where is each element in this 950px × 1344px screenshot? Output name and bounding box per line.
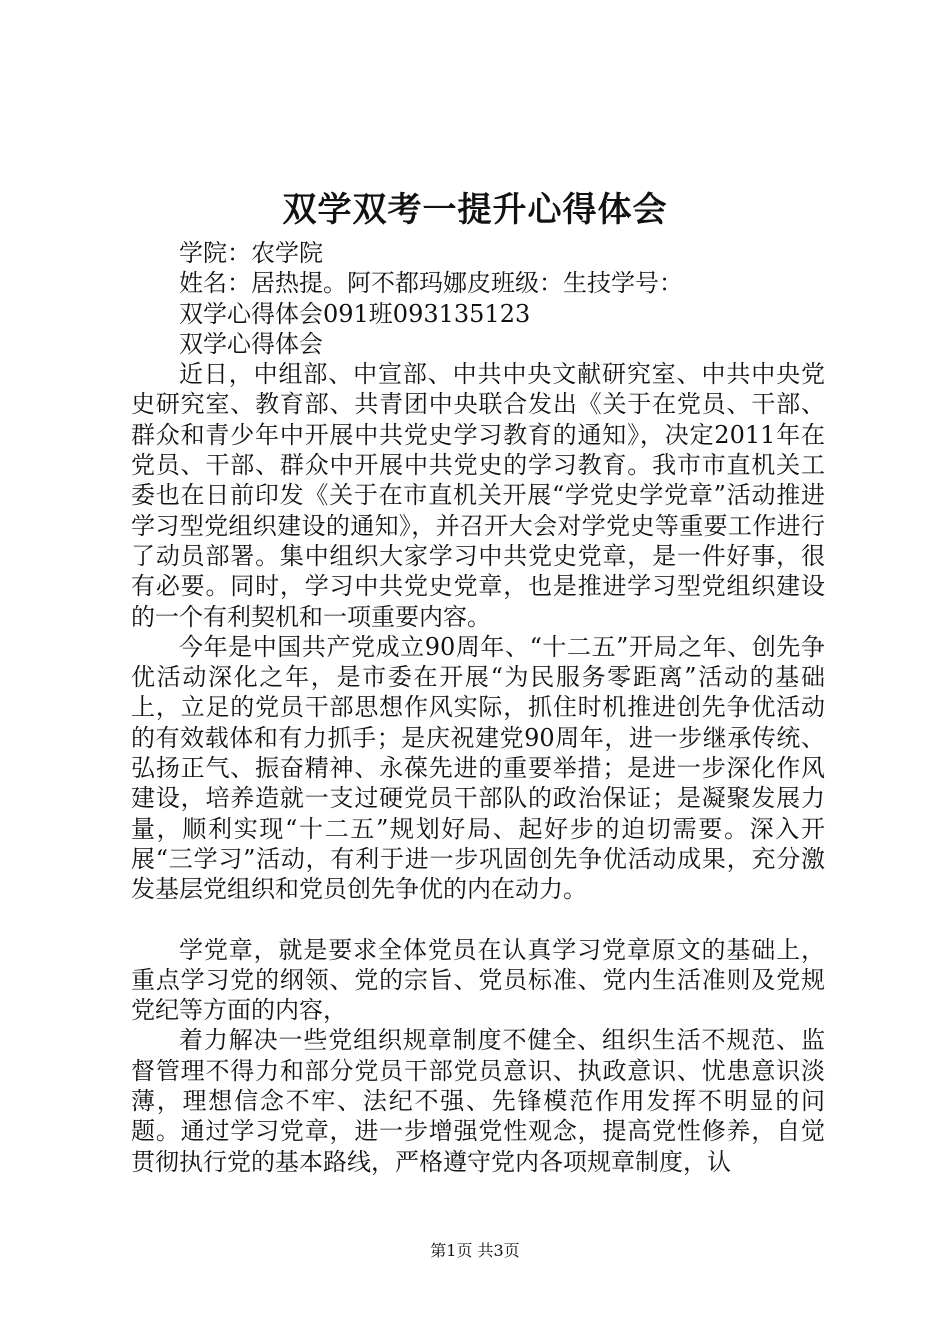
document-title: 双学双考一提升心得体会 — [282, 190, 668, 230]
college-line: 学院：农学院 — [179, 239, 323, 267]
document-body — [131, 238, 825, 1177]
paragraph: 学党章，就是要求全体党员在认真学习党章原文的基础上，重点学习党的纲领、党的宗旨、党员标准、党内生活准则及党规党纪等方面的内容， — [131, 935, 825, 1025]
paragraph: 近日，中组部、中宣部、中共中央文献研究室、中共中央党史研究室、教育部、共青团中央联合发出《关于在党员、干部、群众和青少年中开展中共党史学习教育的通知》，决定2011年在党员、干部、群众中开展中共党史的学习教育。我市市直机关工委也在日前印发《关于在市直机关开展“学党史学党章”活动推进学习型党组织建设的通知》，并召开大会对学党史等重要工作进行了动员部署。集中组织大家学习中共党史党章，是一件好事，很有必要。同时，学习中共党史党章，也是推进学习型党组织建设的一个有利契机和一项重要内容。 — [131, 360, 825, 631]
paragraph: 着力解决一些党组织规章制度不健全、组织生活不规范、监督管理不得力和部分党员干部党员意识、执政意识、忧患意识淡薄，理想信念不牢、法纪不强、先锋模范作用发挥不明显的问题。通过学习党章，进一步增强党性观念，提高党性修养，自觉贯彻执行党的基本路线，严格遵守党内各项规章制度，认 — [131, 1026, 825, 1176]
subtitle-line: 双学心得体会 — [179, 329, 323, 358]
name-line: 姓名：居热提。阿不都玛娜皮班级：生技学号： — [179, 269, 683, 298]
class-line: 双学心得体会091班093135123 — [179, 299, 531, 328]
page-footer: 第1页 共3页 — [430, 1241, 520, 1260]
paragraph: 今年是中国共产党成立90周年、“十二五”开局之年、创先争优活动深化之年，是市委在开展“为民服务零距离”活动的基础上，立足的党员干部思想作风实际，抓住时机推进创先争优活动的有效载体和有力抓手；是庆祝建党90周年，进一步继承传统、弘扬正气、振奋精神、永葆先进的重要举措；是进一步深化作风建设，培养造就一支过硬党员干部队的政治保证；是凝聚发展力量，顺利实现“十二五”规划好局、起好步的迫切需要。深入开展“三学习”活动，有利于进一步巩固创先争优活动成果，充分激发基层党组织和党员创先争优的内在动力。 — [131, 632, 825, 904]
